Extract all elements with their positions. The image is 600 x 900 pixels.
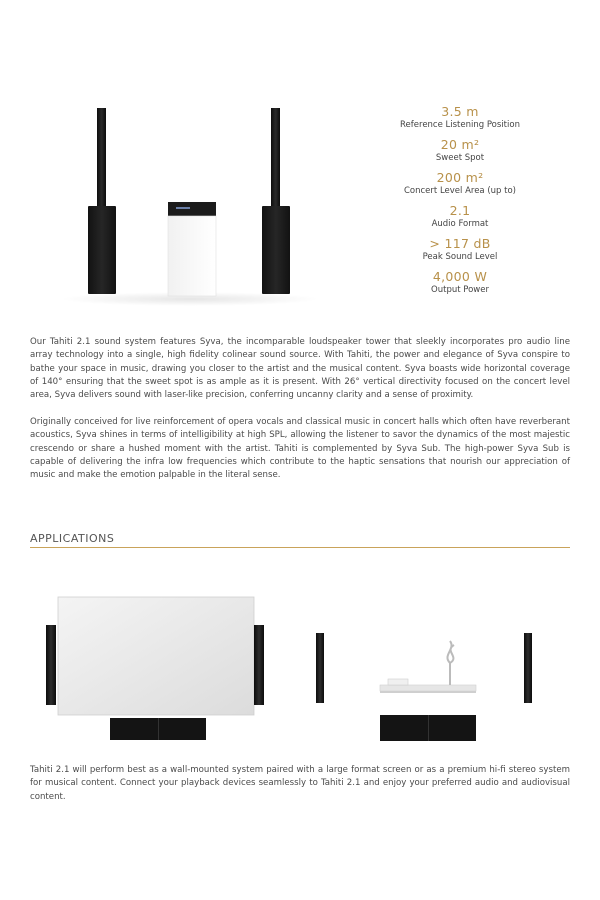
spec-value: 2.1 [449,203,471,218]
applications-paragraph: Tahiti 2.1 will perform best as a wall-mounted system paired with a large format screen or as a premium hi-fi stereo system for musical content. Connect your playback devices seamlessly to Tahiti 2.1 and enjoy your preferred audio and audiovisual content. [30,765,570,802]
spec-item [390,236,530,269]
spec-label: Peak Sound Level [422,252,498,262]
spec-label: Reference Listening Position [400,120,520,130]
applications-image [40,585,570,745]
right-speaker-tower [262,108,290,294]
spec-label: Output Power [431,285,489,295]
spec-item [390,170,530,203]
intro-paragraph: Our Tahiti 2.1 sound system features Syva, the incomparable loudspeaker tower that sleekly incorporates pro audio line array technology into a single, high fidelity colinear sound source. With Tahiti, the power and elegance of Syva conspire to bathe your space in music, drawing you closer to the artist and the musical content. Syva boasts wide horizontal coverage of 140° ensuring that the sweet spot is as ample as it is present. With 26° vertical directivity focused on the concert level area, Syva delivers sound with laser-like precision, conferring uncanny clarity and a sense of proximity. [30,337,570,401]
section-title: APPLICATIONS [30,532,115,545]
spec-item [390,269,530,302]
spec-label: Sweet Spot [435,153,485,163]
description-paragraph: Originally conceived for live reinforcement of opera vocals and classical music in concert halls which often have reverberant acoustics, Syva shines in terms of intelligibility at high SPL, allowing the listener to savor the dynamics of the most majestic crescendo or share a hushed moment with the artist. Tahiti is complemented by Syva Sub. The high-power Syva Sub is capable of delivering the infra low frequencies which contribute to the haptic sensations that nourish our appreciation of music and make the emotion palpable in the literal sense. [30,417,570,481]
spec-item [390,137,530,170]
spec-value: 4,000 W [432,269,488,284]
spec-item [390,203,530,236]
hifi-stereo-setup [316,633,532,741]
product-hero-image [30,90,350,310]
spec-value: 3.5 m [441,104,479,119]
section-divider [30,547,570,548]
spec-value: 200 m² [436,170,484,185]
spec-value: > 117 dB [429,236,491,251]
spec-value: 20 m² [440,137,480,152]
spec-item [390,104,530,137]
wall-mounted-setup [46,597,264,740]
spec-label: Audio Format [431,219,489,229]
spec-label: Concert Level Area (up to) [403,186,516,196]
spec-list [390,104,530,302]
center-subwoofer [168,202,216,296]
left-speaker-tower [88,108,116,294]
